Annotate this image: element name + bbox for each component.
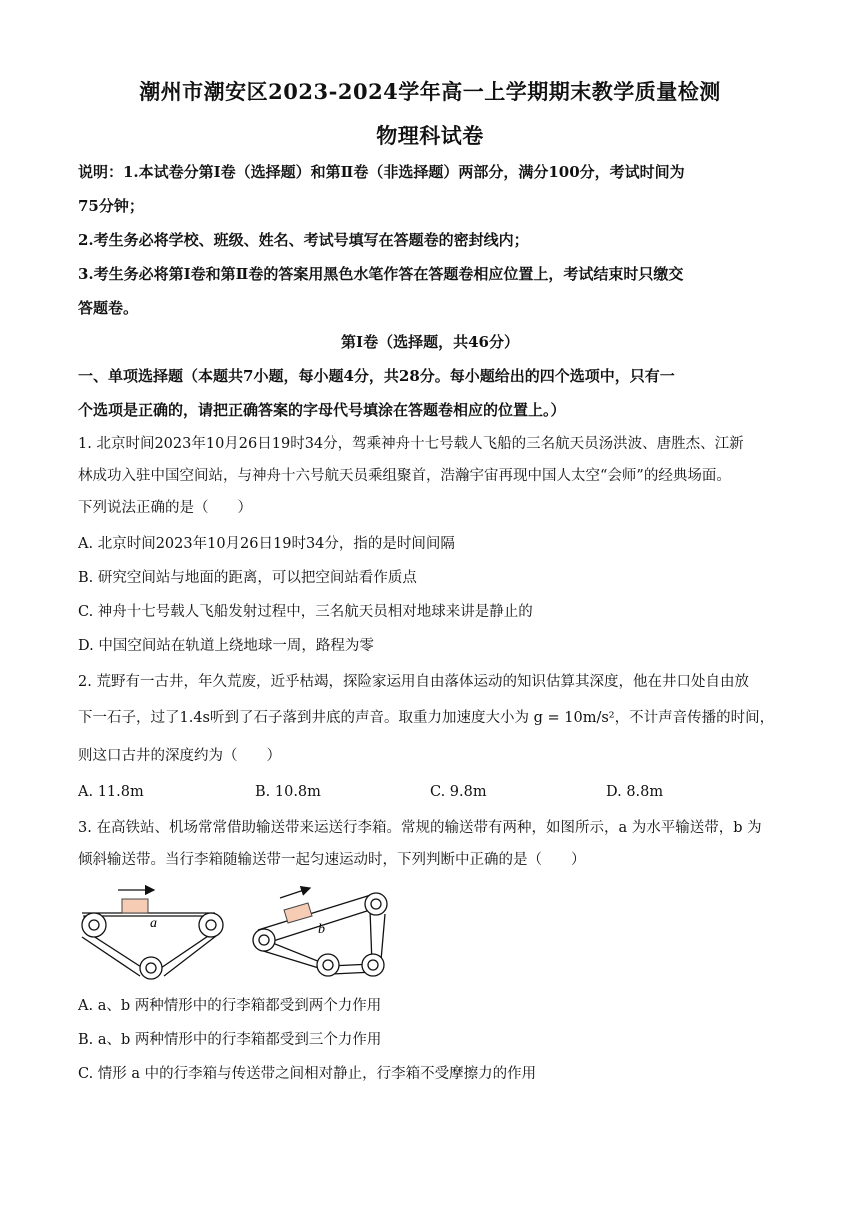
- note-line-3: 2.考生务必将学校、班级、姓名、考试号填写在答题卷的密封线内；: [78, 231, 529, 249]
- label-b: b: [318, 922, 325, 937]
- roller-icon: [317, 954, 339, 976]
- exam-title: 潮州市潮安区2023-2024学年高一上学期期末教学质量检测: [139, 79, 721, 104]
- q3-option-b: B. a、b 两种情形中的行李箱都受到三个力作用: [78, 1032, 382, 1048]
- q1-stem-2: 林成功入驻中国空间站，与神舟十六号航天员乘组聚首，浩瀚宇宙再现中国人太空“会师”的经典场面。: [78, 468, 731, 484]
- q1-stem-3: 下列说法正确的是（ ）: [78, 500, 252, 516]
- roller-icon: [362, 954, 384, 976]
- arrow-icon: [280, 888, 310, 898]
- label-a: a: [150, 916, 157, 931]
- note-line-2: 75分钟；: [78, 197, 144, 215]
- q3-option-c: C. 情形 a 中的行李箱与传送带之间相对静止，行李箱不受摩擦力的作用: [78, 1066, 537, 1082]
- q2-option-b: B. 10.8m: [255, 784, 321, 800]
- q1-stem-1: 1. 北京时间2023年10月26日19时34分，驾乘神舟十七号载人飞船的三名航天员汤洪波、唐胜杰、江新: [78, 436, 744, 452]
- roller-icon: [365, 893, 387, 915]
- q1-option-a: A. 北京时间2023年10月26日19时34分，指的是时间间隔: [78, 536, 455, 552]
- roller-icon: [140, 957, 162, 979]
- q2-stem-2: 下一石子，过了1.4s听到了石子落到井底的声音。取重力加速度大小为 g = 10m/s²，不计声音传播的时间，: [78, 710, 775, 726]
- conveyor-a: [82, 890, 223, 979]
- note-line-1: 说明：1.本试卷分第Ⅰ卷（选择题）和第Ⅱ卷（非选择题）两部分，满分100分，考试时间为: [78, 163, 685, 181]
- q2-stem-1: 2. 荒野有一古井，年久荒废，近乎枯竭，探险家运用自由落体运动的知识估算其深度，他在井口处自由放: [78, 674, 749, 690]
- exam-subtitle: 物理科试卷: [376, 123, 484, 148]
- roller-icon: [199, 913, 223, 937]
- luggage-box-a: [122, 899, 148, 913]
- part1-instructions-1: 一、单项选择题（本题共7小题，每小题4分，共28分。每小题给出的四个选项中，只有一: [78, 367, 675, 385]
- q2-stem-3: 则这口古井的深度约为（ ）: [78, 748, 281, 764]
- q1-option-d: D. 中国空间站在轨道上绕地球一周，路程为零: [78, 638, 374, 654]
- roller-icon: [82, 913, 106, 937]
- luggage-box-b: [284, 903, 312, 923]
- note-line-5: 答题卷。: [78, 299, 139, 317]
- q2-option-a: A. 11.8m: [78, 784, 144, 800]
- q2-option-c: C. 9.8m: [430, 784, 487, 800]
- q2-option-d: D. 8.8m: [606, 784, 664, 800]
- q1-option-b: B. 研究空间站与地面的距离，可以把空间站看作质点: [78, 570, 417, 586]
- roller-icon: [253, 929, 275, 951]
- conveyor-figure: [72, 880, 402, 980]
- part1-instructions-2: 个选项是正确的，请把正确答案的字母代号填涂在答题卷相应的位置上。）: [78, 401, 566, 419]
- q3-option-a: A. a、b 两种情形中的行李箱都受到两个力作用: [78, 998, 382, 1014]
- q1-option-c: C. 神舟十七号载人飞船发射过程中，三名航天员相对地球来讲是静止的: [78, 604, 533, 620]
- note-line-4: 3.考生务必将第Ⅰ卷和第Ⅱ卷的答案用黑色水笔作答在答题卷相应位置上，考试结束时只缴交: [78, 265, 684, 283]
- q3-stem-1: 3. 在高铁站、机场常常借助输送带来运送行李箱。常规的输送带有两种，如图所示，a 为水平输送带，b 为: [78, 820, 762, 836]
- conveyor-b: [253, 888, 387, 976]
- q3-stem-2: 倾斜输送带。当行李箱随输送带一起匀速运动时，下列判断中正确的是（ ）: [78, 852, 586, 868]
- section-title: 第Ⅰ卷（选择题，共46分）: [341, 333, 519, 351]
